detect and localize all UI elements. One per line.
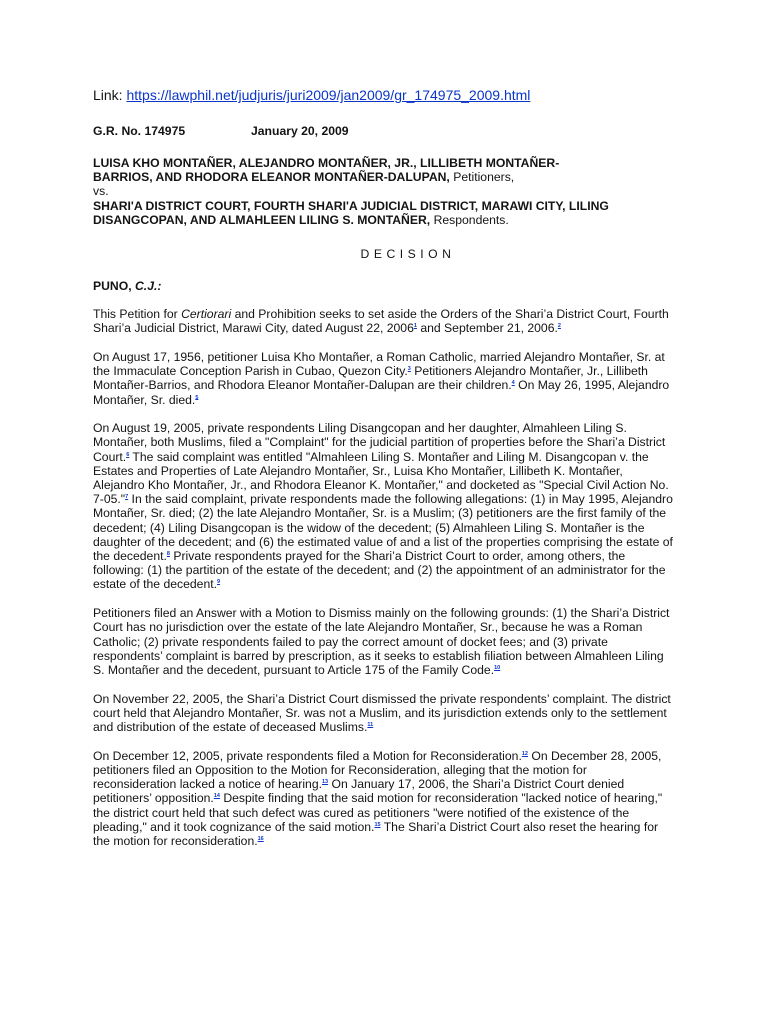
footnote-link[interactable]: 14 <box>213 793 220 800</box>
text-run: This Petition for <box>93 307 182 321</box>
text-run: Private respondents prayed for the Shari’a District Court to order, among others, the following: (1) the partition of the estate of the decedent; and (2) the appointment of an administrator for the estate of the decedent. <box>93 549 666 592</box>
text-run: On August 19, 2005, private respondents Liling Disangcopan and her daughter, Almahleen Liling S. Montañer, both Muslims, filed a "Complaint" for the judicial partition of properties before the Shari’a District Court. <box>93 421 666 464</box>
footnote-link[interactable]: 15 <box>374 821 381 828</box>
link-label: Link: <box>93 87 123 103</box>
text-run: On November 22, 2005, the Shari’a District Court dismissed the private respondents’ complaint. The district court held that Alejandro Montañer, Sr. was not a Muslim, and its jurisdiction extends only to the settlement and distribution of the estate of deceased Muslims. <box>93 691 671 735</box>
footnote-link[interactable]: 11 <box>367 722 374 729</box>
footnote-link[interactable]: 8 <box>166 550 170 557</box>
footnote-link[interactable]: 7 <box>125 494 129 501</box>
ponente-name: PUNO, <box>93 279 132 293</box>
footnote-link[interactable]: 3 <box>407 366 411 373</box>
footnote-link[interactable]: 16 <box>257 835 264 842</box>
text-run: Despite finding that the said motion for reconsideration "lacked notice of hearing," the district court held that such defect was cured as petitioners "were notified of the existence of the pleading," and it took cognizance of the said motion. <box>93 791 663 834</box>
text-run: On December 12, 2005, private respondents filed a Motion for Reconsideration. <box>93 748 522 763</box>
source-link-line <box>93 87 530 103</box>
respondents-names-cont: DISANGCOPAN, AND ALMAHLEEN LILING S. MONTAÑER, <box>93 212 431 227</box>
paragraph-6 <box>93 749 673 848</box>
footnote-link[interactable]: 2 <box>557 323 561 330</box>
decision-date: January 20, 2009 <box>251 124 349 138</box>
gr-number: G.R. No. 174975 <box>93 124 186 138</box>
text-run: The said complaint was entitled "Almahleen Liling S. Montañer and Liling M. Disangcopan v. the Estates and Properties of Late Alejandro Montañer, Sr., Luisa Kho Montañer, Lillibeth K. Montañer, Alejandro Kho Montañer, Jr., and Rhodora Eleanor K. Montañer," and docketed as "Special Civil Action No. 7-05." <box>93 449 669 507</box>
text-run: On January 17, 2006, the Shari’a District Court denied petitioners’ opposition. <box>93 777 625 806</box>
text-run: On May 26, 1995, Alejandro Montañer, Sr. died. <box>93 378 670 407</box>
paragraph-2 <box>93 350 673 407</box>
text-run: On December 28, 2005, petitioners filed an Opposition to the Motion for Reconsideration, alleging that the motion for reconsideration lacked a notice of hearing. <box>93 748 662 792</box>
case-header <box>93 124 349 138</box>
text-run: and September 21, 2006. <box>416 321 558 336</box>
paragraph-4 <box>93 606 673 677</box>
respondents-names: SHARI'A DISTRICT COURT, FOURTH SHARI'A JUDICIAL DISTRICT, MARAWI CITY, LILING <box>93 198 609 213</box>
footnote-link[interactable]: 4 <box>511 380 515 387</box>
paragraph-5 <box>93 692 673 735</box>
footnote-link[interactable]: 13 <box>322 779 329 786</box>
petitioners-names-cont: BARRIOS, AND RHODORA ELEANOR MONTAÑER-DALUPAN, <box>93 170 450 185</box>
footnote-link[interactable]: 1 <box>413 323 417 330</box>
case-parties <box>93 156 693 227</box>
ponente-title: C.J.: <box>135 279 162 293</box>
respondents-label: Respondents. <box>433 212 509 227</box>
text-run: and Prohibition seeks to set aside the Orders of the Shari’a District Court, Fourth Shari’a Judicial District, Marawi City, dated August 22, 2006 <box>93 307 669 336</box>
petitioners-label: Petitioners, <box>453 170 515 185</box>
footnote-link[interactable]: 12 <box>521 750 528 757</box>
text-run: The Shari’a District Court also reset the hearing for the motion for reconsideration. <box>93 819 659 848</box>
text-run: On August 17, 1956, petitioner Luisa Kho Montañer, a Roman Catholic, married Alejandro Montañer, Sr. at the Immaculate Conception Parish in Cubao, Quezon City. <box>93 349 665 379</box>
decision-heading: DECISION <box>360 247 456 261</box>
text-run: In the said complaint, private respondents made the following allegations: (1) in May 1995, Alejandro Montañer, Sr. died; (2) the late Alejandro Montañer, Sr. is a Muslim; (3) petitioners are the first family of the decedent; (4) Liling Disangcopan is the widow of the decedent; (5) Almahleen Liling S. Montañer is the daughter of the decedent; and (6) the estimated value of and a list of the properties comprising the estate of the decedent. <box>93 492 673 564</box>
versus: vs. <box>93 184 109 199</box>
footnote-link[interactable]: 10 <box>494 664 501 671</box>
footnote-link[interactable]: 6 <box>126 451 130 458</box>
paragraph-1 <box>93 307 673 335</box>
footnote-link[interactable]: 5 <box>195 394 199 401</box>
paragraph-3 <box>93 421 673 591</box>
decision-body <box>93 307 673 863</box>
text-run-italic: Certiorari <box>181 307 232 321</box>
text-run: Petitioners filed an Answer with a Motion to Dismiss mainly on the following grounds: (1) the Shari’a District Court has no jurisdiction over the estate of the late Alejandro Montañer, Sr., because he was a Roman Catholic; (2) private respondents failed to pay the correct amount of docket fees; and (3) private respondents’ complaint is barred by prescription, as it seeks to establish filiation between Almahleen Liling S. Montañer and the decedent, pursuant to Article 175 of the Family Code. <box>93 606 670 677</box>
footnote-link[interactable]: 9 <box>217 579 221 586</box>
ponente <box>93 279 161 293</box>
petitioners-names: LUISA KHO MONTAÑER, ALEJANDRO MONTAÑER, JR., LILLIBETH MONTAÑER- <box>93 156 560 170</box>
text-run: Petitioners Alejandro Montañer, Jr., Lillibeth Montañer-Barrios, and Rhodora Eleanor Montañer-Dalupan are their children. <box>93 364 648 393</box>
source-url-link[interactable]: https://lawphil.net/judjuris/juri2009/jan2009/gr_174975_2009.html <box>126 87 531 103</box>
